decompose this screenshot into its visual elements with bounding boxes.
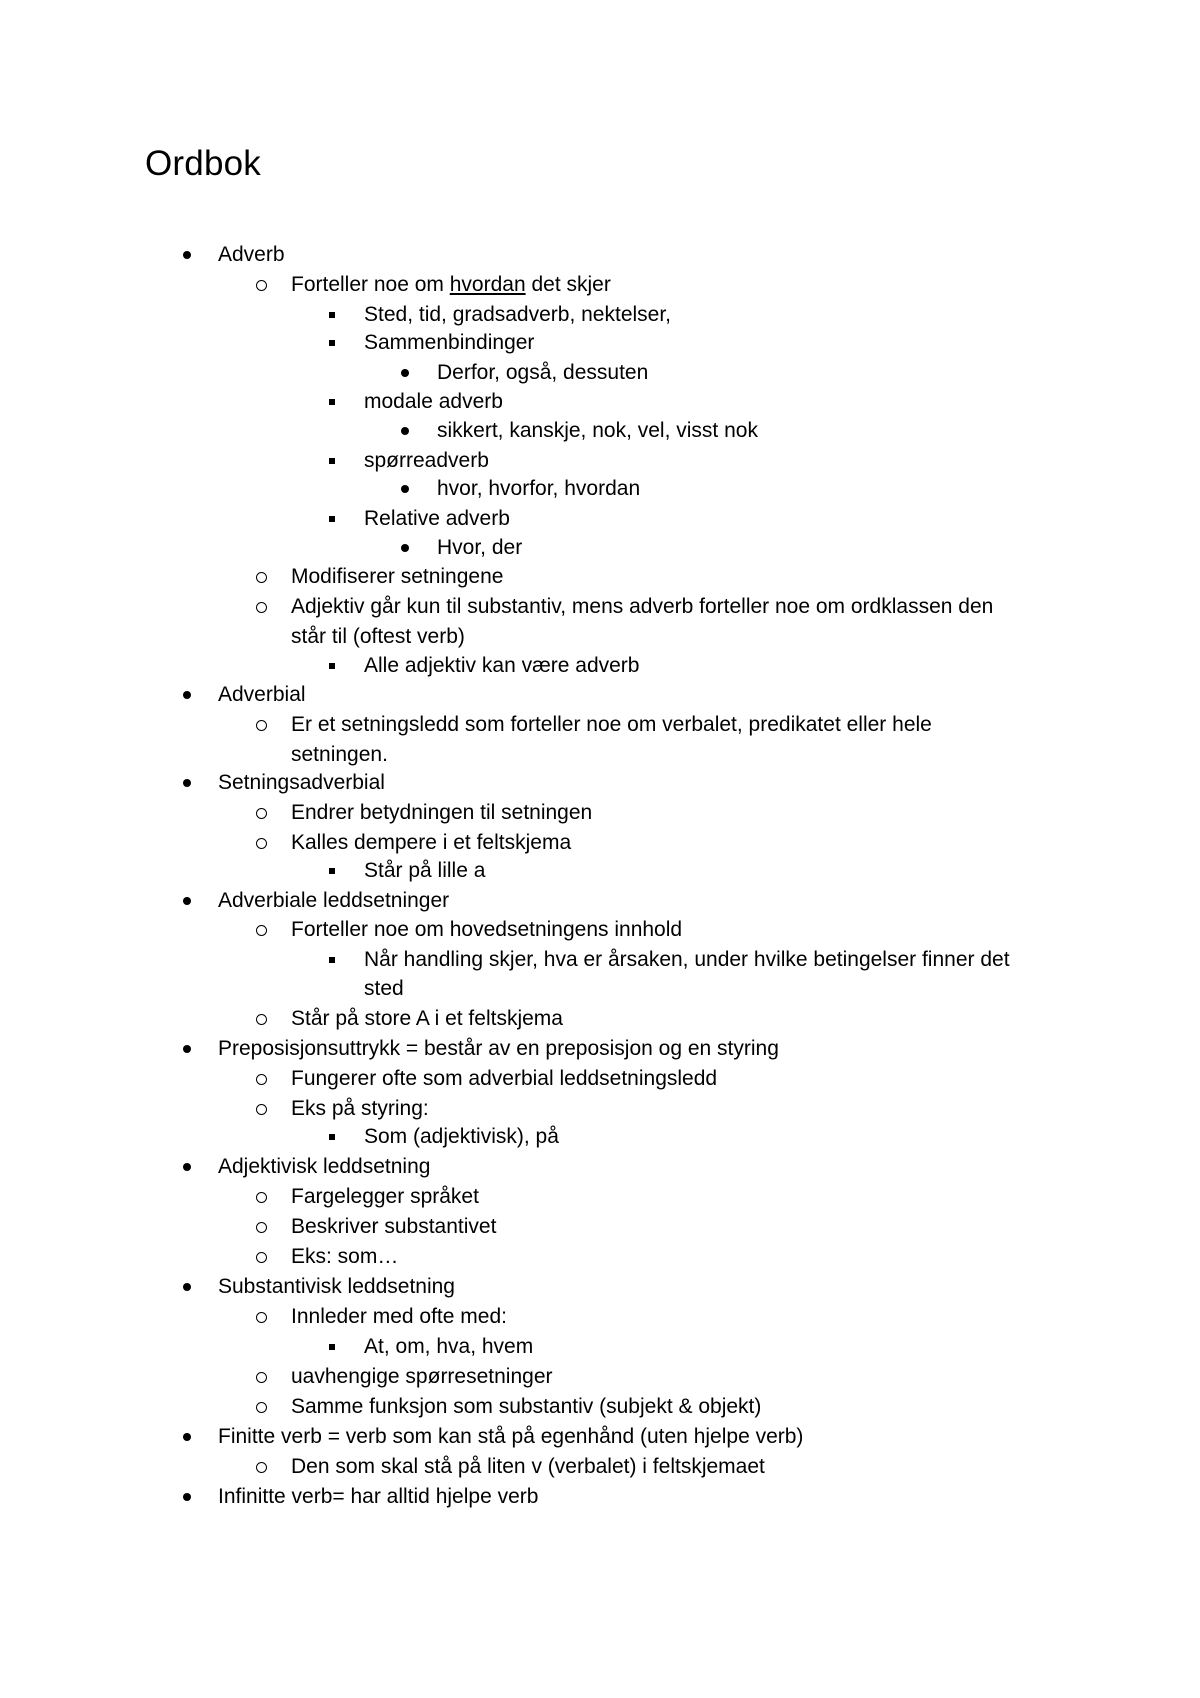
list-item-text: Adjektiv går kun til substantiv, mens adverb forteller noe om ordklassen den — [291, 595, 994, 618]
list-item-text: Står på store A i et feltskjema — [291, 1007, 563, 1030]
bullet-icon — [256, 808, 267, 819]
bullet-icon — [329, 663, 335, 669]
bullet-icon — [183, 779, 191, 787]
bullet-icon — [256, 925, 267, 936]
list-item-text: spørreadverb — [364, 449, 489, 472]
list-item-text: Adverbial — [218, 683, 306, 706]
bullet-icon — [256, 1104, 267, 1115]
bullet-icon — [329, 868, 335, 874]
list-item-text: Hvor, der — [437, 536, 523, 559]
bullet-icon — [256, 1312, 267, 1323]
bullet-icon — [329, 516, 335, 522]
list-item-text: setningen. — [291, 743, 388, 766]
bullet-icon — [183, 251, 191, 259]
list-item-text: Er et setningsledd som forteller noe om verbalet, predikatet eller hele — [291, 713, 932, 736]
list-item-text: Substantivisk leddsetning — [218, 1275, 455, 1298]
list-item-text: står til (oftest verb) — [291, 625, 465, 648]
bullet-icon — [256, 720, 267, 731]
bullet-icon — [329, 1134, 335, 1140]
list-item-text: Som (adjektivisk), på — [364, 1125, 559, 1148]
bullet-icon — [183, 1163, 191, 1171]
list-item-text: Derfor, også, dessuten — [437, 361, 649, 384]
bullet-icon — [329, 1344, 335, 1350]
list-item-text: sted — [364, 977, 404, 1000]
bullet-icon — [256, 1014, 267, 1025]
list-item-text: Infinitte verb= har alltid hjelpe verb — [218, 1485, 539, 1508]
bullet-icon — [256, 1222, 267, 1233]
list-item-text: Sted, tid, gradsadverb, nektelser, — [364, 303, 672, 326]
list-item-text: Kalles dempere i et feltskjema — [291, 831, 572, 854]
list-item-text: uavhengige spørresetninger — [291, 1365, 553, 1388]
bullet-icon — [256, 1462, 267, 1473]
list-item-text: At, om, hva, hvem — [364, 1335, 534, 1358]
list-item-text: Eks: som… — [291, 1245, 399, 1268]
list-item-text: Forteller noe om hovedsetningens innhold — [291, 918, 683, 941]
bullet-icon — [183, 1433, 191, 1441]
bullet-icon — [183, 1493, 191, 1501]
bullet-icon — [401, 369, 409, 377]
bullet-icon — [401, 485, 409, 493]
list-item-text: Sammenbindinger — [364, 331, 535, 354]
bullet-icon — [183, 897, 191, 905]
bullet-icon — [329, 312, 335, 318]
list-item-text: Beskriver substantivet — [291, 1215, 497, 1238]
bullet-icon — [401, 544, 409, 552]
bullet-icon — [256, 602, 267, 613]
list-item-text: Modifiserer setningene — [291, 565, 504, 588]
bullet-icon — [256, 280, 267, 291]
list-item-text: Setningsadverbial — [218, 771, 385, 794]
list-item-text: Adverb — [218, 243, 285, 266]
list-item-text: Fungerer ofte som adverbial leddsetningsledd — [291, 1067, 718, 1090]
list-item-text: Eks på styring: — [291, 1097, 429, 1120]
list-item-text: hvor, hvorfor, hvordan — [437, 477, 641, 500]
list-item-text: Fargelegger språket — [291, 1185, 479, 1208]
list-item-text: Når handling skjer, hva er årsaken, under hvilke betingelser finner det — [364, 948, 1010, 971]
bullet-icon — [183, 1045, 191, 1053]
list-item-text: Adverbiale leddsetninger — [218, 889, 450, 912]
list-item-text: Innleder med ofte med: — [291, 1305, 507, 1328]
bullet-icon — [401, 427, 409, 435]
bullet-icon — [256, 572, 267, 583]
bullet-icon — [329, 399, 335, 405]
bullet-icon — [256, 1192, 267, 1203]
bullet-icon — [183, 1283, 191, 1291]
list-item-text: Adjektivisk leddsetning — [218, 1155, 431, 1178]
list-item-text: Forteller noe om hvordan det skjer — [291, 273, 611, 296]
list-item-text: Endrer betydningen til setningen — [291, 801, 593, 824]
list-item-text: Preposisjonsuttrykk = består av en preposisjon og en styring — [218, 1037, 779, 1060]
list-item-text: Relative adverb — [364, 507, 510, 530]
list-item-text: Samme funksjon som substantiv (subjekt & objekt) — [291, 1395, 762, 1418]
list-item-text: Står på lille a — [364, 859, 486, 882]
list-item-text: Alle adjektiv kan være adverb — [364, 654, 640, 677]
bullet-icon — [329, 957, 335, 963]
bullet-icon — [256, 1402, 267, 1413]
bullet-icon — [256, 1074, 267, 1085]
list-item-text: Finitte verb = verb som kan stå på egenhånd (uten hjelpe verb) — [218, 1425, 804, 1448]
bullet-icon — [183, 691, 191, 699]
list-item-text: modale adverb — [364, 390, 503, 413]
bullet-icon — [329, 340, 335, 346]
bullet-icon — [329, 458, 335, 464]
bullet-icon — [256, 838, 267, 849]
page-title: Ordbok — [145, 144, 261, 183]
list-item-text: sikkert, kanskje, nok, vel, visst nok — [437, 419, 758, 442]
underlined-word: hvordan — [449, 273, 526, 296]
bullet-icon — [256, 1252, 267, 1263]
bullet-icon — [256, 1372, 267, 1383]
list-item-text: Den som skal stå på liten v (verbalet) i feltskjemaet — [291, 1455, 765, 1478]
